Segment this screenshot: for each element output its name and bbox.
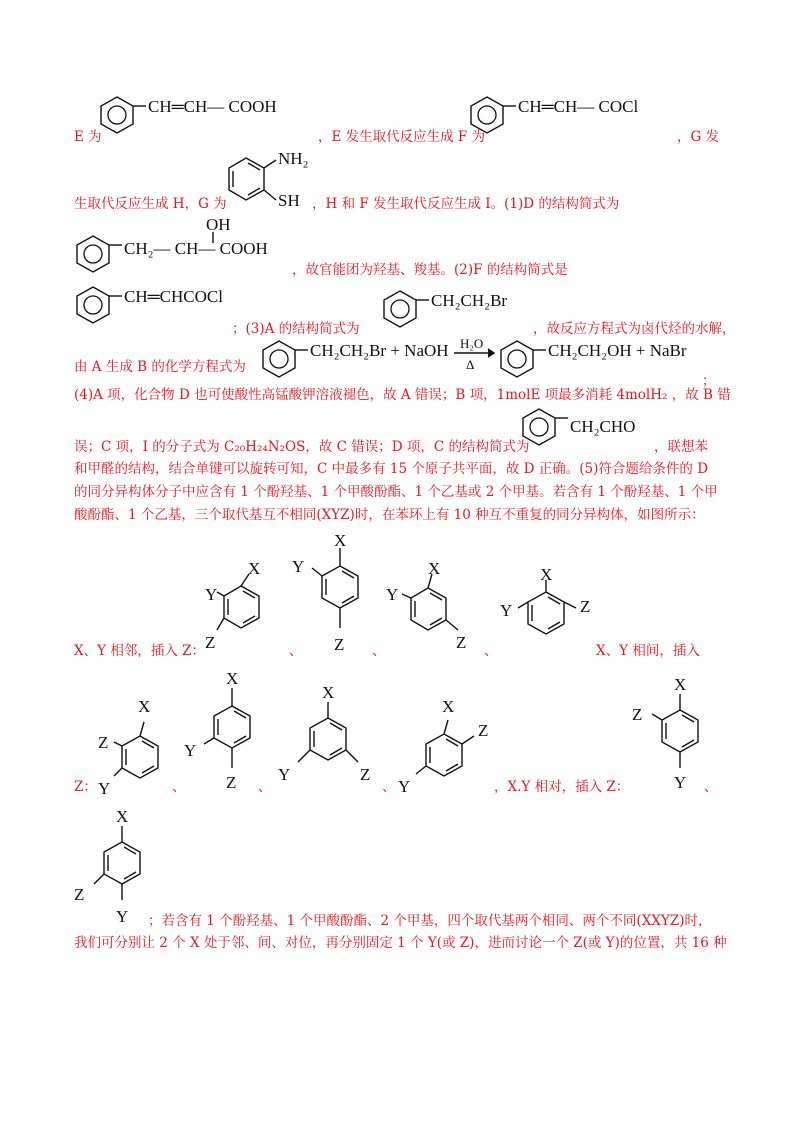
text-equation-label: 由 A 生成 B 的化学方程式为 (74, 359, 246, 375)
text-E-label: E 为 (74, 129, 102, 145)
G-sh-text: SH (278, 191, 300, 210)
equation-A-to-B (262, 336, 722, 382)
isomer-9-Z: Z (632, 705, 643, 724)
isomer-6-Y: Y (184, 741, 197, 760)
sep-6: 、 (258, 779, 272, 795)
sep-7: 、 (382, 779, 396, 795)
isomer-4-X: X (540, 565, 553, 584)
text-E-substitution: ，E 发生取代反应生成 F 为 (318, 129, 486, 145)
isomer-5-meta (94, 696, 174, 800)
isomer-10-para (70, 800, 160, 930)
text-Z-label: Z： (74, 779, 97, 795)
F-formula-text: CH═CH— COCl (518, 97, 639, 116)
isomer-3-Y: Y (386, 585, 399, 604)
text-coplanar: 和甲醛的结构，结合单键可以旋转可知，C 中最多有 15 个原子共平面，故 D 正确。(5)符合题给条件的 D (74, 461, 709, 477)
isomer-8-X: X (442, 697, 455, 716)
text-semicolon: ； (702, 373, 716, 389)
isomer-7-Y: Y (278, 765, 291, 784)
text-XY-adjacent: X、Y 相邻，插入 Z： (74, 643, 205, 659)
isomer-2-Y: Y (292, 557, 305, 576)
text-sixteen-isomers: 我们可分别让 2 个 X 处于邻、间、对位，再分别固定 1 个 Y(或 Z)，进而讨论一个 Z(或 Y)的位置，共 16 种 (74, 935, 727, 951)
text-XXYZ-case: ；若含有 1 个酚羟基、1 个甲酸酚酯、2 个甲基，四个取代基两个相同、两个不同(XXYZ)时， (148, 913, 712, 929)
isomer-8-Y: Y (398, 777, 411, 796)
text-G-substitution-start: ，G 发 (677, 129, 720, 145)
structure-G-aminothiophenol (228, 148, 318, 212)
eq-left-text: CH₂CH₂Br + NaOH (310, 341, 449, 360)
eq-condition-water: H₂O (460, 336, 484, 351)
structure-A-bromide (383, 290, 543, 332)
D-formula-text: CH₂— CH— COOH (124, 239, 268, 258)
text-XY-meta: X、Y 相间，插入 (596, 643, 700, 659)
isomer-4-Y: Y (500, 601, 513, 620)
isomer-10-Z: Z (74, 885, 85, 904)
E-formula-text: CH═CH— COOH (148, 97, 277, 116)
eq-right-text: CH₂CH₂OH + NaBr (548, 341, 687, 360)
structure-E-cinnamic-acid (100, 96, 310, 138)
isomer-3-Z: Z (456, 633, 467, 652)
text-XY-para: ，X.Y 相对，插入 Z： (494, 779, 630, 795)
C-formula-text: CH₂CHO (570, 417, 636, 436)
isomer-7-Z: Z (360, 765, 371, 784)
isomer-10-Y: Y (116, 907, 129, 926)
text-hydrolysis: ，故反应方程式为卤代烃的水解， (533, 321, 736, 337)
sep-2: 、 (372, 643, 386, 659)
isomer-4-meta (496, 565, 606, 664)
isomer-4-Z: Z (580, 597, 591, 616)
isomer-2-adjacent (292, 524, 372, 664)
isomer-3-adjacent (384, 560, 484, 660)
text-ten-isomers: 酸酚酯、1 个乙基，三个取代基互不相同(XYZ)时，在苯环上有 10 种互不重复的同分异构体，如图所示： (74, 507, 705, 523)
isomer-5-Z: Z (98, 733, 109, 752)
F2-formula-text: CH═CHCOCl (124, 287, 223, 306)
D-oh-text: OH (206, 215, 231, 234)
isomer-1-Y: Y (205, 585, 218, 604)
A-formula-text: CH₂CH₂Br (431, 291, 508, 310)
text-option-C-D: 误；C 项，I 的分子式为 C₂₀H₂₄N₂OS，故 C 错误；D 项，C 的结构简式为 (74, 439, 530, 455)
isomer-7-symmetric (272, 680, 382, 800)
isomer-1-Z: Z (205, 633, 216, 652)
isomer-6-meta (180, 664, 260, 804)
isomer-2-X: X (334, 531, 347, 550)
text-A-label: ；(3)A 的结构简式为 (232, 321, 360, 337)
isomer-8-Z: Z (478, 721, 489, 740)
text-isomer-conditions: 的同分异构体分子中应含有 1 个酚羟基、1 个甲酸酚酯、1 个乙基或 2 个甲基。若含有 1 个酚羟基、1 个甲 (74, 484, 718, 500)
isomer-10-X: X (116, 807, 129, 826)
structure-D-hydroxy-acid (76, 216, 296, 276)
text-option-A-B: (4)A 项，化合物 D 也可使酸性高锰酸钾溶液褪色，故 A 错误；B 项，1molE 项最多消耗 4molH₂ ，故 B 错 (74, 387, 731, 403)
isomer-6-Z: Z (226, 773, 237, 792)
text-functional-groups: ，故官能团为羟基、羧基。(2)F 的结构简式是 (292, 262, 568, 278)
sep-1: 、 (289, 643, 303, 659)
text-association: ，联想苯 (654, 439, 708, 455)
isomer-6-X: X (226, 669, 239, 688)
G-nh2-text: NH₂ (278, 149, 309, 168)
text-G-label: 生取代反应生成 H，G 为 (74, 196, 227, 212)
sep-5: 、 (172, 779, 186, 795)
sep-3: 、 (484, 643, 498, 659)
isomer-8-meta (398, 694, 508, 798)
structure-F-acyl-chloride (470, 96, 670, 138)
sep-9: 、 (704, 779, 718, 795)
isomer-5-X: X (138, 697, 151, 716)
isomer-5-Y: Y (98, 779, 111, 798)
isomer-2-Z: Z (334, 635, 345, 654)
eq-condition-heat: Δ (466, 357, 475, 372)
text-H-F-reaction: ，H 和 F 发生取代反应生成 I。(1)D 的结构简式为 (312, 196, 620, 212)
isomer-9-para (628, 668, 708, 798)
isomer-9-Y: Y (674, 773, 687, 792)
isomer-3-X: X (428, 559, 441, 578)
isomer-1-adjacent (205, 560, 285, 660)
isomer-7-X: X (322, 683, 335, 702)
isomer-9-X: X (674, 675, 687, 694)
isomer-1-X: X (248, 559, 261, 578)
